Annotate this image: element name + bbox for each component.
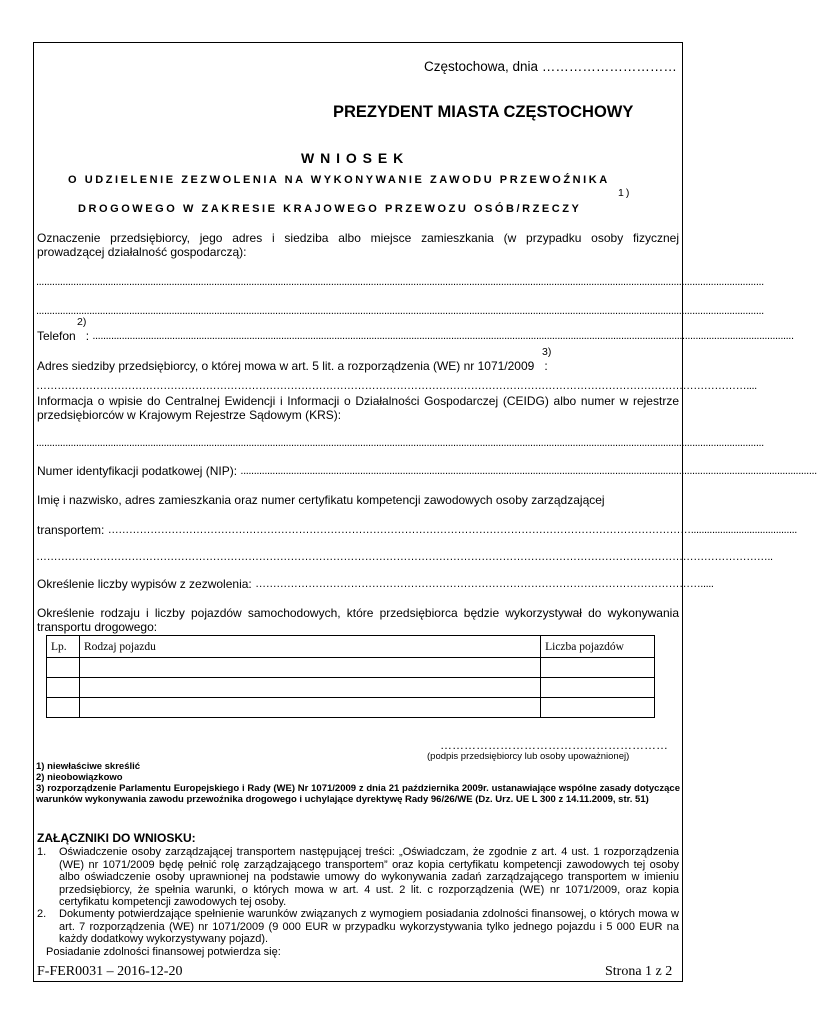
table-row	[47, 658, 655, 678]
vehicle-lp-cell[interactable]	[47, 678, 80, 698]
vehicle-table-header	[47, 636, 655, 658]
attachment-2-text: Dokumenty potwierdzające spełnienie warunków związanych z wymogiem posiadania zdolności finansowej, o których mowa w art. 7 rozporządzenia (WE) nr 1071/2009 (9 000 EUR w przypadku wykorzystywania tylko jednego pojazdu i 5 000 EUR na każdy dodatkowy wykorzystywany pojazd).	[59, 908, 679, 945]
vehicles-label-cont: transportu drogowego:	[37, 620, 158, 634]
address-label: Adres siedziby przedsiębiorcy, o której mowa w art. 5 lit. a rozporządzenia (WE) nr 1071/2009 :	[37, 359, 548, 373]
vehicle-table-header-type: Rodzaj pojazdu	[79, 636, 540, 658]
vehicle-count-cell[interactable]	[541, 658, 655, 678]
footnote-3: 3) rozporządzenie Parlamentu Europejskiego i Rady (WE) Nr 1071/2009 z dnia 21 października 2009r. ustanawiające wspólne zasady dotyczące warunków wykonywania zawodu przewoźnika drogowego i uchylające dyrektywę Rady 96/26/WE (Dz. Urz. UE L 300 z 14.11.2009, str. 51)	[36, 783, 680, 805]
entrepreneur-label: Oznaczenie przedsiębiorcy, jego adres i siedziba albo miejsce zamieszkania (w przypadku osoby fizycznej	[37, 231, 679, 245]
table-row	[47, 698, 655, 718]
attachment-2-number: 2.	[37, 908, 47, 920]
footnote-1: 1) niewłaściwe skreślić	[36, 761, 141, 772]
address-input[interactable]: …………………………………………………………………………………………………………………………………………………………………………………....	[36, 380, 757, 392]
entrepreneur-input-2[interactable]: ..................................................................................................................................................................................................................................................................................	[36, 305, 764, 317]
vehicle-table	[46, 635, 655, 718]
phone-input[interactable]: ........................................................................................................................................................................................................................................................................	[92, 330, 794, 342]
vehicle-lp-cell[interactable]	[47, 698, 80, 718]
entrepreneur-label-cont: prowadzącej działalność gospodarczą):	[37, 245, 247, 259]
registry-label-cont: przedsiębiorców w Krajowym Rejestrze Sądowym (KRS):	[37, 408, 342, 422]
extracts-input[interactable]: ……………………………………………………………………………………………………………….....	[255, 578, 714, 590]
vehicle-count-cell[interactable]	[541, 698, 655, 718]
vehicles-label: Określenie rodzaju i liczby pojazdów samochodowych, które przedsiębiorca będzie wykorzystywał do wykonywania	[37, 606, 679, 620]
form-code: F-FER0031 – 2016-12-20	[37, 964, 183, 979]
vehicle-type-cell[interactable]	[79, 678, 540, 698]
vehicle-count-cell[interactable]	[541, 678, 655, 698]
attachment-1-number: 1.	[37, 846, 47, 858]
phone-footnote-ref: 2)	[77, 316, 87, 328]
vehicle-table-header-lp: Lp.	[47, 636, 80, 658]
manager-input-1[interactable]: …………………………………………………………………………………………………………………………………………………........................................	[107, 524, 797, 536]
footnote-2: 2) nieobowiązkowo	[36, 772, 123, 783]
entrepreneur-input-1[interactable]: ..................................................................................................................................................................................................................................................................................	[36, 276, 764, 288]
page-number: Strona 1 z 2	[605, 964, 673, 979]
attachments-title: ZAŁĄCZNIKI DO WNIOSKU:	[37, 831, 196, 845]
vehicle-type-cell[interactable]	[79, 658, 540, 678]
attachment-1-text: Oświadczenie osoby zarządzającej transportem następującej treści: „Oświadczam, że zgodnie z art. 4 ust. 1 rozporządzenia (WE) nr 1071/2009 będę pełnić rolę zarządzającego transportem” oraz kopia certyfikatu kompetencji zawodowych tej osoby albo oświadczenie osoby uprawnionej na podstawie umowy do wykonywania zadań zarządzającego transportem w imieniu przedsiębiorcy, że spełnia warunki, o których mowa w art. 4 ust. 2 lit. c rozporządzenia (WE) nr 1071/2009, oraz kopia certyfikatu kompetencji zawodowych tej osoby.	[59, 846, 679, 908]
signature-caption: (podpis przedsiębiorcy lub osoby upoważnionej)	[427, 751, 630, 762]
extracts-label: Określenie liczby wypisów z zezwolenia: ……………………………………………………………………………………………………………….....	[37, 577, 714, 591]
table-row	[47, 678, 655, 698]
nip-input[interactable]: .........................................................................................................................................................................................................................	[240, 465, 817, 477]
manager-label: Imię i nazwisko, adres zamieszkania oraz numer certyfikatu kompetencji zawodowych osoby zarządzającej	[37, 493, 605, 507]
form-title: W N I O S E K	[301, 150, 405, 166]
place-date: Częstochowa, dnia …………………………	[424, 59, 677, 74]
manager-input-2[interactable]: ………………………………………………………………………………………………………………………………………………………………………………………..	[36, 551, 773, 563]
registry-label: Informacja o wpisie do Centralnej Ewidencji i Informacji o Działalności Gospodarczej (CEIDG) albo numer w rejestrze	[37, 394, 679, 408]
manager-label-2: transportem: …………………………………………………………………………………………………………………………………………………........................................	[37, 523, 797, 537]
address-footnote-ref: 3)	[542, 346, 552, 358]
vehicle-type-cell[interactable]	[79, 698, 540, 718]
vehicle-table-header-count: Liczba pojazdów	[541, 636, 655, 658]
vehicle-lp-cell[interactable]	[47, 658, 80, 678]
form-subtitle-line1: O UDZIELENIE ZEZWOLENIA NA WYKONYWANIE ZAWODU PRZEWOŹNIKA	[68, 174, 610, 186]
registry-input[interactable]: ..................................................................................................................................................................................................................................................................................	[36, 437, 764, 449]
footnote-ref-1: 1)	[618, 187, 632, 199]
nip-label: Numer identyfikacji podatkowej (NIP): .........................................................................................................................................................................................................................	[37, 464, 817, 478]
authority-heading: PREZYDENT MIASTA CZĘSTOCHOWY	[333, 103, 634, 121]
form-subtitle-line2: DROGOWEGO W ZAKRESIE KRAJOWEGO PRZEWOZU OSÓB/RZECZY	[78, 203, 582, 215]
phone-label: Telefon : ........................................................................................................................................................................................................................................................................	[37, 329, 794, 343]
attachments-tail: Posiadanie zdolności finansowej potwierdza się:	[46, 946, 281, 958]
signature-line[interactable]: …………………………………………………	[440, 738, 668, 752]
